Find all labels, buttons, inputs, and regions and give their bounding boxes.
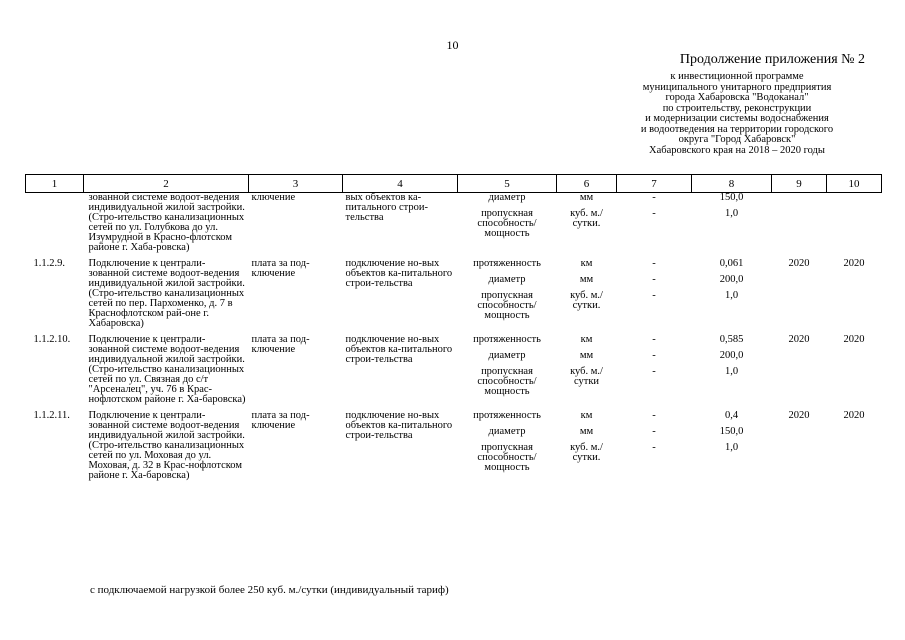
param-col7: - — [652, 350, 656, 361]
appendix-line: к инвестиционной программе — [670, 71, 804, 82]
row-description: Подключение к централи-зованной системе водоот-ведения индивидуальной жилой застройки. (Стро-ительство канализационных сетей по ул. Моховая до ул. Моховая, д. 32 в Крас-нофлотском районе г. Ха-баровска) — [88, 410, 245, 481]
row-param-names — [458, 259, 557, 335]
appendix-line: муниципального унитарного предприятия — [642, 81, 832, 93]
row-type: плата за под-ключение — [251, 258, 310, 279]
row-end-year: 2020 — [843, 258, 865, 269]
row-end-year: 2020 — [843, 334, 865, 345]
column-header: 5 — [458, 175, 557, 193]
row-purpose: подключение но-вых объектов ка-питального строи-тельства — [345, 258, 453, 289]
row-param-values — [692, 259, 772, 335]
param-value: 150,0 — [719, 426, 744, 437]
param-name: протяженность — [473, 334, 541, 345]
param-col7: - — [652, 366, 656, 377]
row-description: Подключение к централи-зованной системе водоот-ведения индивидуальной жилой застройки. (Стро-ительство канализационных сетей по ул. Связная до с/т "Арсеналец", уч. 76 в Крас-нофлотском районе г. Ха-баровска) — [88, 334, 246, 405]
param-value: 0,585 — [719, 334, 744, 345]
appendix-subtitle — [607, 72, 867, 156]
row-number — [26, 193, 84, 260]
column-header: 6 — [557, 175, 617, 193]
appendix-line: Хабаровского края на 2018 – 2020 годы — [649, 144, 825, 156]
column-header: 9 — [772, 175, 827, 193]
footer-note: с подключаемой нагрузкой более 250 куб. м./сутки (индивидуальный тариф) — [90, 584, 449, 596]
row-param-names — [458, 193, 557, 260]
row-col7 — [617, 259, 692, 335]
param-value: 200,0 — [719, 350, 744, 361]
column-header: 7 — [617, 175, 692, 193]
row-col7 — [617, 193, 692, 260]
param-unit: мм — [579, 350, 594, 361]
row-type: плата за под-ключение — [251, 334, 310, 355]
row-number: 1.1.2.9. — [33, 258, 65, 269]
param-col7: - — [652, 410, 656, 421]
row-description: Подключение к централи-зованной системе водоот-ведения индивидуальной жилой застройки. (Стро-ительство канализационных сетей по пер. Пархоменко, д. 7 в Краснофлотском рай-оне г. Хабаровска) — [88, 258, 245, 329]
param-unit: мм — [579, 426, 594, 437]
param-unit: куб. м./ сутки. — [570, 290, 603, 311]
param-unit: куб. м./ сутки. — [570, 208, 603, 229]
param-value: 200,0 — [719, 274, 744, 285]
param-value: 1,0 — [724, 290, 739, 301]
param-unit: км — [580, 258, 593, 269]
param-unit: мм — [579, 274, 594, 285]
row-param-units — [557, 193, 617, 260]
param-name: пропускная способность/ мощность — [477, 442, 537, 473]
row-param-values — [692, 411, 772, 487]
row-end-year — [827, 193, 882, 260]
row-param-names — [458, 411, 557, 487]
param-name: диаметр — [488, 350, 526, 361]
column-header: 1 — [26, 175, 84, 193]
appendix-line: округа "Город Хабаровск" — [678, 134, 796, 145]
appendix-title: Продолжение приложения № 2 — [679, 52, 865, 67]
param-value: 1,0 — [724, 366, 739, 377]
row-param-values — [692, 193, 772, 260]
column-header: 3 — [249, 175, 343, 193]
table-row-continuation — [26, 193, 882, 260]
appendix-line: по строительству, реконструкции — [662, 102, 812, 114]
row-param-units — [557, 335, 617, 411]
param-value: 1,0 — [724, 442, 739, 453]
param-unit: км — [580, 410, 593, 421]
row-end-year: 2020 — [843, 410, 865, 421]
row-param-values — [692, 335, 772, 411]
row-col7 — [617, 411, 692, 487]
row-purpose: подключение но-вых объектов ка-питального строи-тельства — [345, 334, 453, 365]
param-col7: - — [652, 426, 656, 437]
row-purpose: вых объектов ка-питального строи-тельства — [345, 192, 429, 223]
param-name: диаметр — [488, 426, 526, 437]
param-col7: - — [652, 442, 656, 453]
column-header: 4 — [343, 175, 458, 193]
param-value: 0,061 — [719, 258, 744, 269]
table-row — [26, 259, 882, 335]
row-purpose: подключение но-вых объектов ка-питального строи-тельства — [345, 410, 453, 441]
row-start-year: 2020 — [788, 258, 810, 269]
row-number: 1.1.2.11. — [33, 410, 70, 421]
param-col7: - — [652, 334, 656, 345]
column-header: 8 — [692, 175, 772, 193]
row-param-units — [557, 259, 617, 335]
param-col7: - — [652, 258, 656, 269]
param-col7: - — [652, 274, 656, 285]
param-name: диаметр — [488, 192, 526, 203]
row-type: ключение — [251, 192, 296, 203]
row-start-year — [772, 193, 827, 260]
param-name: пропускная способность/ мощность — [477, 366, 537, 397]
param-value: 0,4 — [724, 410, 739, 421]
appendix-line: города Хабаровска "Водоканал" — [665, 92, 809, 103]
row-start-year: 2020 — [788, 410, 810, 421]
param-value: 150,0 — [719, 192, 744, 203]
param-unit: куб. м./ сутки — [570, 366, 603, 387]
row-type: плата за под-ключение — [251, 410, 310, 431]
row-number: 1.1.2.10. — [33, 334, 71, 345]
column-header: 2 — [84, 175, 249, 193]
appendix-line: и модернизации системы водоснабжения — [645, 113, 829, 124]
table-row — [26, 411, 882, 487]
row-col7 — [617, 335, 692, 411]
row-param-units — [557, 411, 617, 487]
table-header-row — [26, 175, 882, 193]
appendix-line: и водоотведения на территории городского — [640, 123, 834, 135]
row-start-year: 2020 — [788, 334, 810, 345]
param-name: пропускная способность/ мощность — [477, 208, 537, 239]
param-unit: куб. м./ сутки. — [570, 442, 603, 463]
row-description: зованной системе водоот-ведения индивидуальной жилой застройки. (Стро-ительство канализационных сетей по ул. Голубкова до ул. Изумрудной в Красно-флотском районе г. Хаба-ровска) — [88, 192, 245, 253]
param-unit: мм — [579, 192, 594, 203]
param-name: диаметр — [488, 274, 526, 285]
investment-table — [25, 174, 882, 487]
param-unit: км — [580, 334, 593, 345]
row-param-names — [458, 335, 557, 411]
column-header: 10 — [827, 175, 882, 193]
param-col7: - — [652, 290, 656, 301]
param-name: протяженность — [473, 410, 541, 421]
page-number: 10 — [446, 38, 459, 52]
param-col7: - — [652, 192, 656, 203]
param-value: 1,0 — [724, 208, 739, 219]
param-name: протяженность — [473, 258, 541, 269]
param-name: пропускная способность/ мощность — [477, 290, 537, 321]
param-col7: - — [652, 208, 656, 219]
table-row — [26, 335, 882, 411]
